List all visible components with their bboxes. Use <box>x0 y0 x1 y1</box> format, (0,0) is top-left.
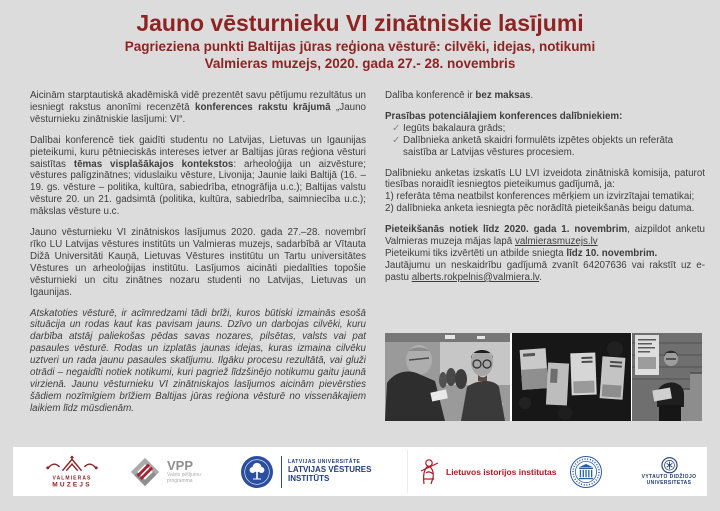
logo-text-line: Valsts pētījumu <box>167 472 201 478</box>
checkmark-icon: ✓ <box>392 122 401 134</box>
right-column <box>385 90 705 293</box>
commission-item-1: 1) referāta tēma neatbilst konferences mērķiem un izvirzītajai tematikai; <box>385 191 695 203</box>
photo-collage-image <box>385 333 702 421</box>
vytautas-magnus-university-logo <box>641 456 697 487</box>
text-segment: tēmas visplašākajos kontekstos <box>73 158 234 170</box>
vdu-emblem-icon <box>661 456 678 473</box>
footer-divider <box>407 450 408 493</box>
requirements-list <box>385 123 705 159</box>
website-link[interactable]: valmierasmuzejs.lv <box>514 236 598 248</box>
checkmark-icon: ✓ <box>392 134 401 146</box>
subtitle-venue-date: Valmieras muzejs, 2020. gada 27.- 28. novembris <box>204 55 516 71</box>
topics-paragraph <box>30 135 366 218</box>
photo-books <box>512 333 631 421</box>
valmieras-muzejs-ornament-icon <box>43 455 101 474</box>
logo-text-line: programma <box>167 478 193 484</box>
text-segment: bez maksas <box>475 90 531 101</box>
requirement-text: Dalībnieka anketā skaidri formulēts izpētes objekts un referāta saistība ar Latvijas vēstures procesiem. <box>403 134 674 158</box>
footer-logo-strip <box>13 447 707 496</box>
tartu-university-emblem-icon <box>569 455 603 489</box>
commission-item-2: 2) dalībnieka anketa iesniegta pēc norādītā pieteikšanās beigu datuma. <box>385 203 695 215</box>
evaluation-line <box>385 248 705 260</box>
text-segment: Dalība konferencē ir <box>385 90 476 101</box>
subtitle-theme: Pagrieziena punkti Baltijas jūras reģiona vēsturē: cilvēki, idejas, notikumi <box>124 39 596 55</box>
valmieras-muzejs-logo <box>27 455 117 488</box>
left-column <box>30 90 366 424</box>
header <box>0 11 720 71</box>
requirements-heading: Prasības potenciālajiem konferences dalībniekiem: <box>385 110 623 122</box>
logo-divider <box>281 456 282 488</box>
text-segment: Aicinām starptautiskā akadēmiskā vidē prezentēt savu pētījumu rezultātus un iesniegt rakstus anonīmi recenzētā <box>30 90 366 113</box>
logo-text-line: VYTAUTO DIDŽIOJO <box>641 473 697 480</box>
list-item <box>385 135 705 159</box>
fee-line <box>385 90 705 102</box>
text-segment: , aizpildot anketu Valmieras muzeja mājas lapā <box>385 224 706 248</box>
text-segment: Dalībai konferencē tiek gaidīti studentu no Latvijas, Lietuvas un Igaunijas pieteikumi, kuru pētnieciskās intereses ietver ar Baltijas jūras reģiona vēsturi saistītas <box>30 134 366 170</box>
text-segment: Jautājumu un neskaidrību gadījumā zvanīt 64207636 vai rakstīt uz e-pastu <box>385 259 705 283</box>
application-deadline <box>385 224 705 248</box>
logo-text-line: UNIVERSITETAS <box>646 480 692 486</box>
text-segment: Atskatoties vēsturē, ir acīmredzami tādi brīži, kuros būtiski izmainās esošā situācija un rodas kaut kas pavisam jauns. Dzīvo un darbojas cilvēki, kuru darbība atstāj paliekošas pēdas savas nozares, pilsētas, valsts vai pat pasaules vēsturē. Rodas un izplatās jaunas idejas, kuras izmaina cilvēku uztveri un rada jaunu pasaules skatījumu. Ilgāku procesu rezultātā, vai gluži otrādi – negaidīti notiek notikumi, kuri pagriež līdzšinējo notikumu gaitu jaunā virzienā. Jaunu vēsturnieku VI zinātniskajos lasījumos aicinām pievērsties šādiem nozīmīgiem brīžiem Baltijas jūras reģiona vēsturē no vissenākajiem laikiem līdz mūsdienām. <box>30 307 366 414</box>
vpp-logo <box>128 455 201 489</box>
list-item <box>385 123 705 135</box>
lithuanian-institute-emblem-icon <box>418 457 442 487</box>
logo-abbr: VPP <box>167 458 194 473</box>
lu-history-institute-logo <box>240 455 371 489</box>
text-segment: Jauno vēsturnieku VI zinātniskos lasījumus 2020. gada 27.–28. novembrī rīko LU Latvijas vēstures institūts un Valmieras muzejs, sadarbībā ar Vītauta Dižā Universitāti Kauņā, Lietuvas Vēstures institūtu un Tartu universitātes Vēstures un arheoloģijas institūtu. Lasījumos aicināti piedalīties topošie vēsturnieki un citu zinātnes nozaru studenti no Latvijas, Lietuvas un Igaunijas. <box>30 227 366 298</box>
vpp-emblem-icon <box>128 455 162 489</box>
text-segment: . <box>530 90 534 101</box>
commission-intro: Dalībnieku anketas izskatīs LU LVI izveidota zinātniskā komisija, paturot tiesības noraidīt iesniegtos pieteikumus gadījumā, ja: <box>385 167 705 191</box>
text-segment: konferences rakstu krājumā <box>195 101 331 113</box>
lithuanian-history-institute-logo <box>418 457 557 487</box>
text-segment: līdz 10. novembrim. <box>566 247 658 259</box>
conference-photo-collage <box>385 333 702 421</box>
tartu-university-logo <box>569 455 603 489</box>
contact-line <box>385 260 705 284</box>
organizers-paragraph <box>30 227 366 298</box>
theme-essay-paragraph <box>30 308 366 415</box>
logo-text-line: MUZEJS <box>52 481 92 488</box>
logo-text-line: Lietuvos istorijos institutas <box>446 466 557 477</box>
requirement-text: Iegūts bakalaura grāds; <box>403 122 506 134</box>
lu-oak-emblem-icon <box>240 455 274 489</box>
text-segment: Pieteikšanās notiek līdz 2020. gada 1. novembrim <box>385 224 628 236</box>
logo-text-line: LATVIJAS VĒSTURES <box>288 465 372 475</box>
text-segment: . <box>539 271 542 283</box>
photo-man-laptop <box>632 333 702 421</box>
logo-text-line: INSTITŪTS <box>288 474 330 483</box>
text-segment: : arheoloģija un aizvēsture; vēstures palīgzinātnes; viduslaiku vēsture, Livonija; Jaunie laiki Baltijā (16. – 19. gs. vēsture – politika, kultūra, sabiedrība, etnogrāfija u.c.); Baltijas valstu vēsture 20. un 21. gadsimtā (politika, kultūra, sabiedrība, saimniecība u.c.); mākslas vēsture u.c. <box>30 158 366 218</box>
text-segment: Pieteikumi tiks izvērtēti un atbilde sniegta <box>385 247 567 259</box>
logo-text-line: LATVIJAS UNIVERSITĀTE <box>288 459 361 466</box>
text-segment: „Jauno vēsturnieku zinātniskie lasījumi: VI“. <box>30 101 366 125</box>
photo-two-men <box>385 333 510 421</box>
email-link[interactable]: alberts.rokpelnis@valmiera.lv <box>411 271 540 283</box>
logo-text-line: VALMIERAS <box>52 475 92 481</box>
intro-paragraph <box>30 90 366 126</box>
page-title: Jauno vēsturnieku VI zinātniskie lasījumi <box>136 10 584 36</box>
